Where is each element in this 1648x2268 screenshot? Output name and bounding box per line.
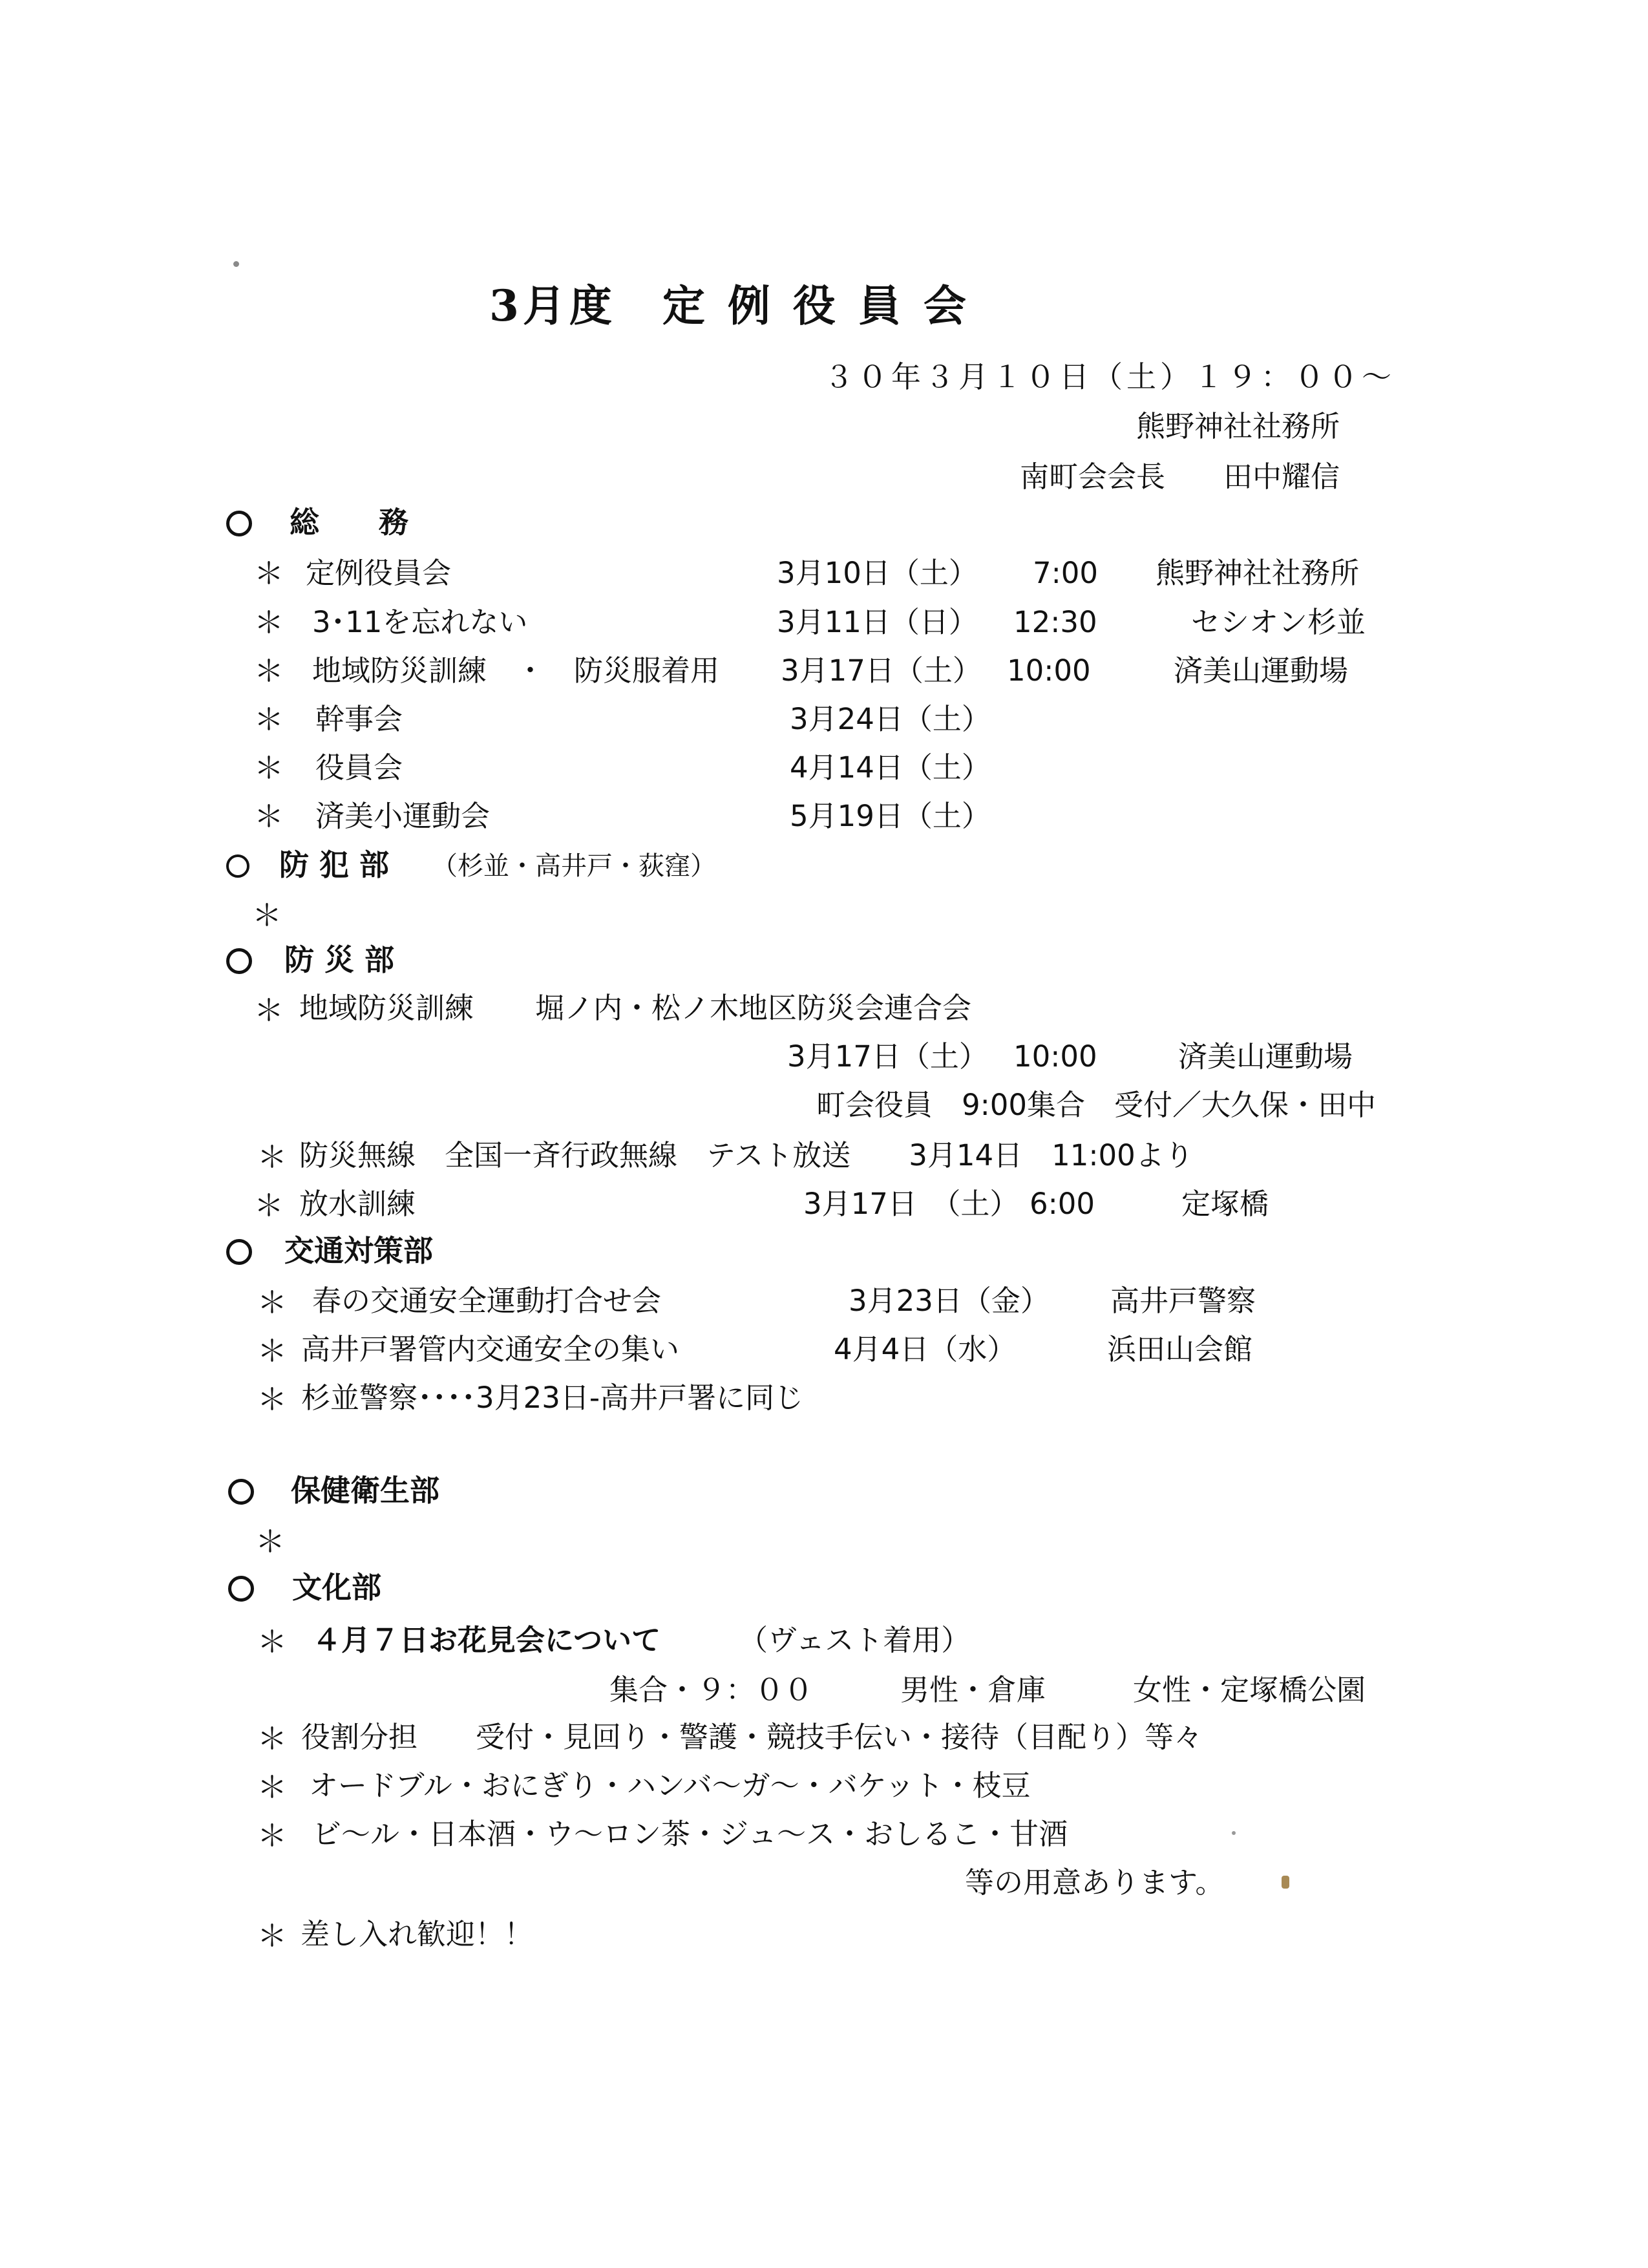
item-date: 4月14日（土） <box>790 750 991 785</box>
item-name: 地域防災訓練 ・ 防災服着用 <box>312 653 720 688</box>
item-name: 済美小運動会 <box>315 799 491 833</box>
disaster-drill-org: 堀ノ内・松ノ木地区防災会連合会 <box>535 991 972 1025</box>
item-name: 役員会 <box>315 750 403 785</box>
traffic-item-date: 3月23日（金） <box>849 1284 1050 1318</box>
section-circle-icon <box>228 1479 254 1505</box>
section-circle-icon <box>226 511 252 536</box>
item-date: 3月11日（日） <box>777 605 978 639</box>
culture-hanami-assembly: 集合・９：００ 男性・倉庫 女性・定塚橋公園 <box>609 1673 1366 1707</box>
item-time: 12:30 <box>1013 605 1097 639</box>
water-drill-time: 6:00 <box>1030 1187 1095 1221</box>
culture-donations-welcome: 差し入れ歓迎！！ <box>301 1917 534 1951</box>
section-heading-general: 総 務 <box>290 505 408 540</box>
item-place: セシオン杉並 <box>1191 605 1366 639</box>
culture-drinks: ビ～ル・日本酒・ウ～ロン茶・ジュ～ス・おしるこ・甘酒 <box>312 1817 1068 1851</box>
bullet-icon: ＊ <box>254 993 284 1028</box>
traffic-item-date: 4月4日（水） <box>834 1332 1017 1366</box>
scan-speck <box>1232 1831 1236 1835</box>
culture-roles: 役割分担 受付・見回り・警護・競技手伝い・接待（目配り）等々 <box>301 1720 1203 1754</box>
section-circle-icon <box>228 1576 254 1602</box>
crime-prevention-areas: （杉並・高井戸・荻窪） <box>432 851 716 881</box>
item-date: 3月24日（土） <box>790 702 991 736</box>
scan-speck <box>1282 1876 1289 1889</box>
section-circle-icon <box>226 854 249 878</box>
traffic-item-place: 浜田山会館 <box>1107 1332 1253 1366</box>
traffic-item-place: 高井戸警察 <box>1110 1284 1256 1318</box>
bullet-icon: ＊ <box>254 750 284 785</box>
bullet-icon: ＊ <box>255 1524 285 1559</box>
culture-prepared-note: 等の用意あります。 <box>965 1865 1225 1900</box>
disaster-drill-meeting: 町会役員 9:00集合 受付／大久保・田中 <box>816 1088 1377 1122</box>
section-circle-icon <box>226 948 252 974</box>
bullet-icon: ＊ <box>257 1285 287 1320</box>
disaster-drill-date: 3月17日（土） <box>787 1039 988 1074</box>
bullet-icon: ＊ <box>257 1382 287 1417</box>
scan-speck <box>233 261 239 267</box>
bullet-icon: ＊ <box>257 1770 287 1805</box>
author-line: 南町会会長 田中耀信 <box>1020 460 1340 494</box>
culture-hanami: ４月７日お花見会について <box>312 1623 661 1657</box>
culture-hanami-note: （ヴェスト着用） <box>739 1623 971 1657</box>
section-heading-crime-prevention: 防 犯 部 <box>279 847 390 882</box>
item-time: 10:00 <box>1007 653 1091 688</box>
meeting-date-time: ３０年３月１０日（土）１９：００～ <box>824 359 1395 394</box>
item-place: 熊野神社社務所 <box>1156 556 1360 590</box>
bullet-icon: ＊ <box>257 1918 287 1953</box>
disaster-drill-place: 済美山運動場 <box>1178 1039 1353 1074</box>
section-heading-health: 保健衛生部 <box>291 1473 439 1508</box>
traffic-item-name: 春の交通安全運動打合せ会 <box>312 1284 662 1318</box>
item-name: 幹事会 <box>315 702 403 736</box>
item-date: 3月10日（土） <box>777 556 978 590</box>
bullet-icon: ＊ <box>257 1721 287 1756</box>
traffic-item-name: 杉並警察････3月23日-高井戸署に同じ <box>301 1381 804 1415</box>
water-drill-date: 3月17日 （土） <box>803 1187 1019 1221</box>
bullet-icon: ＊ <box>257 1139 287 1174</box>
bullet-icon: ＊ <box>257 1333 287 1368</box>
item-date: 3月17日（土） <box>781 653 982 688</box>
section-heading-disaster-prevention: 防 災 部 <box>284 942 395 977</box>
traffic-item-name: 高井戸署管内交通安全の集い <box>301 1332 680 1366</box>
disaster-radio-test: 防災無線 全国一斉行政無線 テスト放送 3月14日 11:00より <box>299 1138 1194 1172</box>
bullet-icon: ＊ <box>254 653 284 688</box>
water-drill-name: 放水訓練 <box>299 1187 416 1221</box>
section-circle-icon <box>226 1239 252 1265</box>
section-heading-culture: 文化部 <box>292 1570 381 1605</box>
item-time: 7:00 <box>1033 556 1099 590</box>
bullet-icon: ＊ <box>257 1818 287 1853</box>
page-title: 3月度 定 例 役 員 会 <box>489 281 970 331</box>
meeting-venue: 熊野神社社務所 <box>1136 409 1340 443</box>
disaster-drill-time: 10:00 <box>1013 1039 1097 1074</box>
disaster-drill-name: 地域防災訓練 <box>299 991 474 1025</box>
bullet-icon: ＊ <box>252 898 282 933</box>
culture-food: オードブル・おにぎり・ハンバ～ガ～・バケット・枝豆 <box>309 1768 1031 1803</box>
bullet-icon: ＊ <box>254 605 284 640</box>
bullet-icon: ＊ <box>257 1624 287 1659</box>
section-heading-traffic: 交通対策部 <box>284 1233 433 1268</box>
water-drill-place: 定塚橋 <box>1181 1187 1269 1221</box>
bullet-icon: ＊ <box>254 799 284 834</box>
bullet-icon: ＊ <box>254 556 284 591</box>
item-place: 済美山運動場 <box>1174 653 1349 688</box>
item-name: 定例役員会 <box>306 556 452 590</box>
bullet-icon: ＊ <box>254 702 284 737</box>
item-date: 5月19日（土） <box>790 799 991 833</box>
item-name: 3･11を忘れない <box>312 605 528 639</box>
bullet-icon: ＊ <box>254 1188 284 1223</box>
